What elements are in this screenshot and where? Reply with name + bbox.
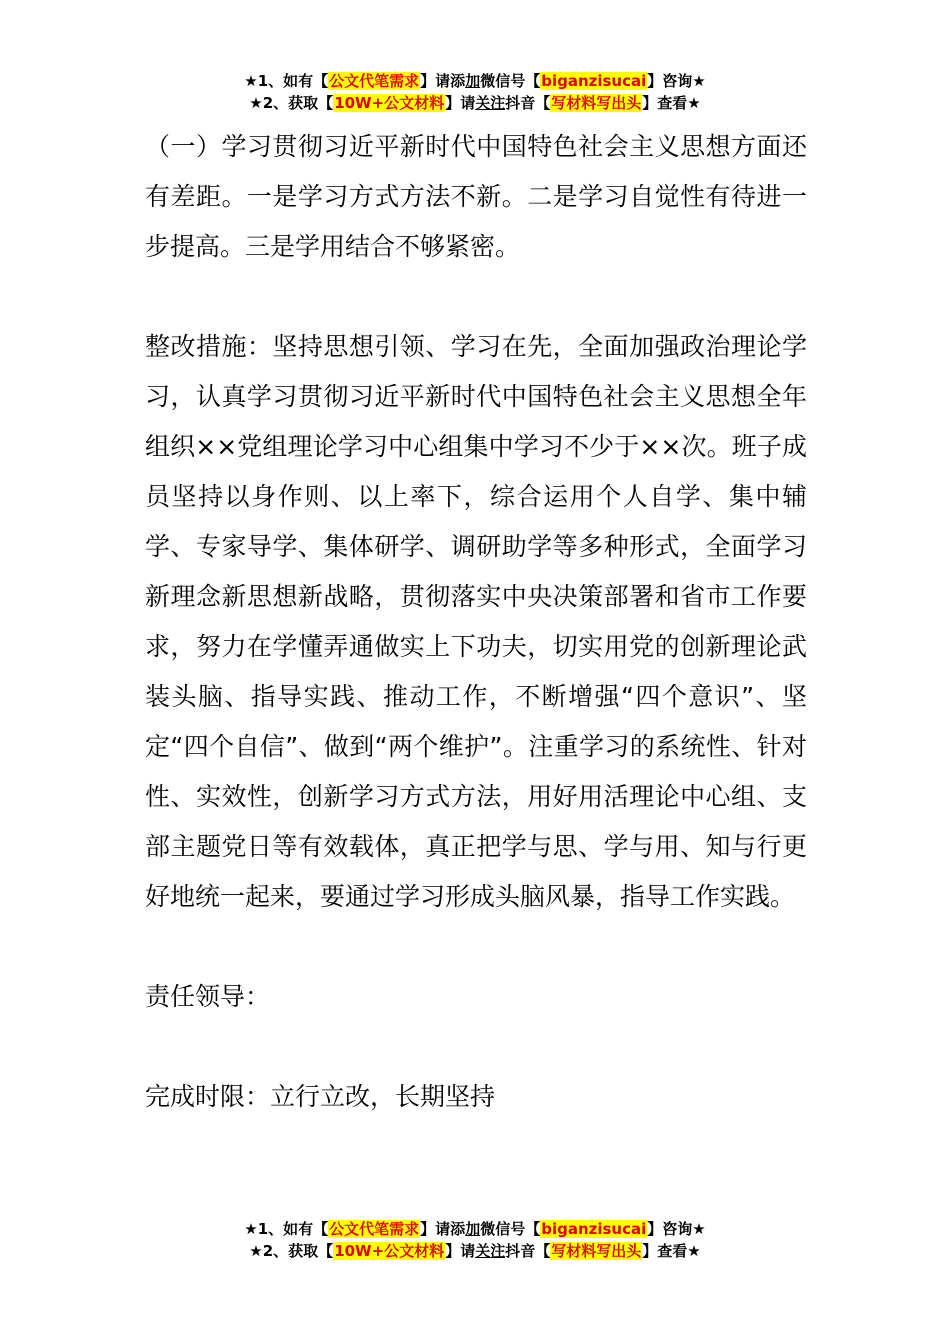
promo-line-1	[0, 70, 950, 92]
promo-underline: 加	[465, 1220, 481, 1238]
paragraph-gap	[145, 922, 807, 972]
deadline-line: 完成时限：立行立改，长期坚持	[145, 1082, 496, 1111]
promo-banner-top	[0, 70, 950, 114]
promo-text: 】请	[445, 1242, 476, 1260]
promo-text: 】咨询★	[647, 1220, 706, 1238]
promo-text: ★1、如有【	[244, 1220, 329, 1238]
promo-highlight: 10W+公文材料	[334, 1242, 445, 1260]
promo-highlight: 公文代笔需求	[329, 72, 420, 90]
document-body	[145, 122, 807, 1122]
paragraph-gap	[145, 1022, 807, 1072]
promo-text: 】请添	[420, 1220, 466, 1238]
promo-highlight: 10W+公文材料	[334, 94, 445, 112]
promo-text: ★1、如有【	[244, 72, 329, 90]
promo-text: 】查看★	[642, 1242, 701, 1260]
promo-underline: 关注	[475, 94, 506, 112]
promo-line-1	[0, 1218, 950, 1240]
promo-highlight: 公文代笔需求	[329, 1220, 420, 1238]
promo-text: ★2、获取【	[249, 1242, 334, 1260]
promo-text: 】咨询★	[647, 72, 706, 90]
promo-text: 】请添	[420, 72, 466, 90]
promo-text: 抖音【	[505, 94, 551, 112]
promo-text: 微信号【	[480, 1220, 541, 1238]
promo-line-2	[0, 92, 950, 114]
promo-douyin-id: 写材料写出头	[551, 94, 642, 112]
promo-text: 抖音【	[505, 1242, 551, 1260]
responsible-leader-line: 责任领导：	[145, 982, 271, 1011]
promo-text: 微信号【	[480, 72, 541, 90]
promo-line-2	[0, 1240, 950, 1262]
promo-underline: 关注	[475, 1242, 506, 1260]
promo-wechat-id: biganzisucai	[541, 72, 647, 90]
rectification-measures-paragraph: 整改措施：坚持思想引领、学习在先，全面加强政治理论学习，认真学习贯彻习近平新时代中国特色社会主义思想全年组织××党组理论学习中心组集中学习不少于××次。班子成员坚持以身作则、以上率下，综合运用个人自学、集中辅学、专家导学、集体研学、调研助学等多种形式，全面学习新理念新思想新战略，贯彻落实中央决策部署和省市工作要求，努力在学懂弄通做实上下功夫，切实用党的创新理论武装头脑、指导实践、推动工作，不断增强“四个意识”、坚定“四个自信”、做到“两个维护”。注重学习的系统性、针对性、实效性，创新学习方式方法，用好用活理论中心组、支部主题党日等有效载体，真正把学与思、学与用、知与行更好地统一起来，要通过学习形成头脑风暴，指导工作实践。	[145, 332, 807, 911]
promo-wechat-id: biganzisucai	[541, 1220, 647, 1238]
promo-banner-bottom	[0, 1218, 950, 1262]
problem-heading-paragraph: （一）学习贯彻习近平新时代中国特色社会主义思想方面还有差距。一是学习方式方法不新。二是学习自觉性有待进一步提高。三是学用结合不够紧密。	[145, 132, 807, 261]
promo-text: 】查看★	[642, 94, 701, 112]
promo-text: ★2、获取【	[249, 94, 334, 112]
paragraph-gap	[145, 272, 807, 322]
promo-underline: 加	[465, 72, 481, 90]
promo-text: 】请	[445, 94, 476, 112]
promo-douyin-id: 写材料写出头	[551, 1242, 642, 1260]
